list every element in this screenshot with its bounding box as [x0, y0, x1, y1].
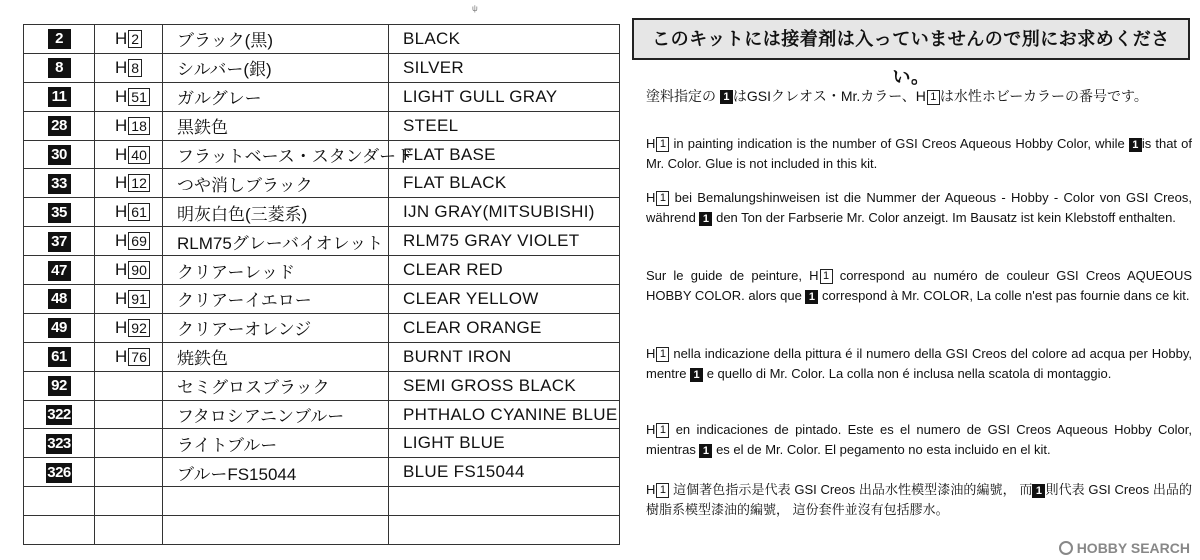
hobby-color-number: 92: [128, 319, 150, 337]
mr-color-number-cell: [24, 198, 95, 227]
text-segment: en indicaciones de pintado. Este es el numero de GSI Creos Aqueous Hobby Color, mientras: [646, 422, 1192, 457]
glue-notice-banner: このキットには接着剤は入っていませんので別にお求めください。: [632, 18, 1190, 60]
color-name-english: SEMI GROSS BLACK: [389, 371, 620, 400]
hobby-color-number-cell: [95, 82, 163, 111]
text-segment: 這個著色指示是代表 GSI Creos 出品水性模型漆油的編號， 而: [669, 482, 1033, 497]
color-name-japanese: ライトブルー: [163, 429, 389, 458]
text-segment: H: [646, 346, 656, 361]
mr-color-number-badge: 326: [47, 463, 71, 481]
color-name-english: BLACK: [389, 25, 620, 54]
watermark: [1059, 540, 1190, 556]
hobby-color-prefix: H: [115, 317, 128, 337]
hobby-color-box-icon: 1: [656, 423, 669, 438]
mr-color-square-icon: 1: [805, 290, 818, 304]
color-name-japanese: シルバー(銀): [163, 53, 389, 82]
text-segment: 塗料指定の: [646, 88, 720, 104]
hobby-color-number-cell: [95, 25, 163, 54]
color-name-english: LIGHT GULL GRAY: [389, 82, 620, 111]
color-name-japanese: クリアーイエロー: [163, 285, 389, 314]
hobby-color-number-cell: [95, 371, 163, 400]
mr-color-number-cell: [24, 342, 95, 371]
mr-color-number-badge: 323: [47, 434, 71, 452]
mr-color-number-cell: [24, 256, 95, 285]
paint-note-german: [646, 188, 1192, 228]
text-segment: e quello di Mr. Color. La colla non é inclusa nella scatola di montaggio.: [703, 366, 1112, 381]
text-segment: nella indicazione della pittura é il numero della GSI Creos del colore ad acqua per Hobby, mentre: [646, 346, 1192, 381]
hobby-color-number-cell: [95, 169, 163, 198]
watermark-text: HOBBY SEARCH: [1076, 540, 1190, 556]
paint-note-chinese: [646, 480, 1192, 520]
hobby-color-prefix: H: [115, 202, 128, 222]
mr-color-square-icon: 1: [1129, 138, 1142, 152]
mr-color-number-badge: 48: [48, 289, 71, 309]
mr-color-number-cell: [24, 458, 95, 487]
hobby-color-box-icon: 1: [656, 191, 669, 206]
hobby-color-number-cell: [95, 140, 163, 169]
table-row: [24, 285, 620, 314]
color-name-japanese: セミグロスブラック: [163, 371, 389, 400]
color-name-english: FLAT BASE: [389, 140, 620, 169]
text-segment: den Ton der Farbserie Mr. Color anzeigt. Im Bausatz ist kein Klebstoff enthalten.: [712, 210, 1176, 225]
color-name-japanese: ブラック(黒): [163, 25, 389, 54]
print-mark: ψ: [472, 4, 478, 13]
hobby-color-box-icon: 1: [656, 347, 669, 362]
color-name-english: FLAT BLACK: [389, 169, 620, 198]
table-row: [24, 487, 620, 516]
color-name-english: CLEAR RED: [389, 256, 620, 285]
hobby-color-number-cell: [95, 111, 163, 140]
table-row: [24, 429, 620, 458]
text-segment: correspond à Mr. COLOR, La colle n'est pas fournie dans ce kit.: [818, 288, 1190, 303]
mr-color-number-cell: [24, 82, 95, 111]
text-segment: H: [646, 136, 656, 151]
text-segment: は水性ホビーカラーの番号です。: [939, 88, 1148, 104]
table-row: [24, 371, 620, 400]
hobby-color-prefix: H: [115, 288, 128, 308]
color-name-japanese: フタロシアニンブルー: [163, 400, 389, 429]
hobby-color-prefix: H: [115, 115, 128, 135]
color-name-english: [389, 516, 620, 545]
mr-color-number-cell: [24, 111, 95, 140]
hobby-color-number: 40: [128, 146, 150, 164]
mr-color-number-cell: [24, 227, 95, 256]
mr-color-number-cell: [24, 169, 95, 198]
mr-color-number-cell: [24, 371, 95, 400]
hobby-color-prefix: H: [115, 28, 128, 48]
hobby-color-number-cell: [95, 227, 163, 256]
mr-color-number-badge: 33: [48, 174, 71, 194]
color-name-japanese: [163, 487, 389, 516]
mr-color-square-icon: 1: [720, 90, 733, 104]
text-segment: is that of Mr. Color. Glue is not included in this kit.: [646, 136, 1192, 171]
hobby-color-number-cell: [95, 487, 163, 516]
mr-color-number-badge: 2: [48, 29, 71, 49]
color-name-english: [389, 487, 620, 516]
mr-color-number-cell: [24, 140, 95, 169]
table-row: [24, 25, 620, 54]
table-row: [24, 400, 620, 429]
mr-color-number-badge: 11: [48, 87, 71, 107]
color-name-english: IJN GRAY(MITSUBISHI): [389, 198, 620, 227]
hobby-color-prefix: H: [115, 231, 128, 251]
color-name-japanese: 焼鉄色: [163, 342, 389, 371]
color-name-japanese: クリアーオレンジ: [163, 313, 389, 342]
color-name-japanese: フラットベース・スタンダード: [163, 140, 389, 169]
table-row: [24, 313, 620, 342]
color-name-japanese: 明灰白色(三菱系): [163, 198, 389, 227]
hobby-color-number-cell: [95, 313, 163, 342]
color-name-english: SILVER: [389, 53, 620, 82]
table-row: [24, 111, 620, 140]
hobby-color-number-cell: [95, 53, 163, 82]
hobby-search-logo-icon: [1059, 541, 1073, 555]
color-name-japanese: ガルグレー: [163, 82, 389, 111]
hobby-color-number-cell: [95, 198, 163, 227]
table-row: [24, 53, 620, 82]
mr-color-number-badge: 61: [48, 347, 71, 367]
color-name-english: CLEAR YELLOW: [389, 285, 620, 314]
table-row: [24, 256, 620, 285]
table-row: [24, 342, 620, 371]
hobby-color-prefix: H: [115, 144, 128, 164]
mr-color-number-badge: 47: [48, 261, 71, 281]
text-segment: H: [646, 482, 656, 497]
hobby-color-number: 61: [128, 203, 150, 221]
mr-color-number-cell: [24, 516, 95, 545]
hobby-color-box-icon: 1: [927, 90, 940, 105]
hobby-color-number-cell: [95, 256, 163, 285]
text-segment: es el de Mr. Color. El pegamento no esta incluido en el kit.: [712, 442, 1051, 457]
mr-color-square-icon: 1: [699, 212, 712, 226]
hobby-color-number-cell: [95, 285, 163, 314]
mr-color-number-cell: [24, 313, 95, 342]
hobby-color-number-cell: [95, 400, 163, 429]
table-row: [24, 458, 620, 487]
mr-color-number-cell: [24, 285, 95, 314]
mr-color-number-cell: [24, 487, 95, 516]
hobby-color-number: 51: [128, 88, 150, 106]
text-segment: H: [646, 422, 656, 437]
hobby-color-prefix: H: [115, 86, 128, 106]
color-name-japanese: RLM75グレーバイオレット: [163, 227, 389, 256]
paint-note-french: [646, 266, 1192, 306]
color-name-japanese: 黒鉄色: [163, 111, 389, 140]
mr-color-number-badge: 37: [48, 232, 71, 252]
color-name-english: BURNT IRON: [389, 342, 620, 371]
color-name-english: LIGHT BLUE: [389, 429, 620, 458]
hobby-color-prefix: H: [115, 57, 128, 77]
hobby-color-number: 12: [128, 174, 150, 192]
mr-color-square-icon: 1: [699, 444, 712, 458]
color-name-japanese: ブルーFS15044: [163, 458, 389, 487]
mr-color-number-cell: [24, 400, 95, 429]
color-name-english: PHTHALO CYANINE BLUE: [389, 400, 620, 429]
hobby-color-number: 90: [128, 261, 150, 279]
hobby-color-number: 91: [128, 290, 150, 308]
table-row: [24, 516, 620, 545]
text-segment: 則代表 GSI Creos 出品的樹脂系模型漆油的編號， 這份套件並沒有包括膠水。: [646, 482, 1192, 517]
table-row: [24, 198, 620, 227]
mr-color-number-badge: 28: [48, 116, 71, 136]
paint-note-spanish: [646, 420, 1192, 460]
table-row: [24, 227, 620, 256]
color-name-japanese: クリアーレッド: [163, 256, 389, 285]
hobby-color-number-cell: [95, 429, 163, 458]
hobby-color-number-cell: [95, 342, 163, 371]
table-row: [24, 140, 620, 169]
paint-note-japanese: [646, 86, 1192, 106]
paint-note-english: [646, 134, 1192, 174]
text-segment: はGSIクレオス・Mr.カラー、H: [732, 88, 926, 104]
mr-color-number-badge: 8: [48, 58, 71, 78]
hobby-color-box-icon: 1: [656, 137, 669, 152]
mr-color-number-cell: [24, 429, 95, 458]
hobby-color-prefix: H: [115, 173, 128, 193]
color-name-english: STEEL: [389, 111, 620, 140]
table-row: [24, 82, 620, 111]
color-name-japanese: つや消しブラック: [163, 169, 389, 198]
hobby-color-box-icon: 1: [656, 483, 669, 498]
hobby-color-number-cell: [95, 458, 163, 487]
paint-color-table: [23, 24, 620, 545]
text-segment: Sur le guide de peinture, H: [646, 268, 819, 283]
mr-color-number-badge: 30: [48, 145, 71, 165]
hobby-color-number-cell: [95, 516, 163, 545]
hobby-color-box-icon: 1: [820, 269, 833, 284]
mr-color-number-badge: 322: [47, 406, 71, 424]
mr-color-number-badge: 35: [48, 203, 71, 223]
color-name-english: BLUE FS15044: [389, 458, 620, 487]
text-segment: in painting indication is the number of GSI Creos Aqueous Hobby Color, while: [669, 136, 1129, 151]
hobby-color-number: 69: [128, 232, 150, 250]
mr-color-square-icon: 1: [1032, 484, 1045, 498]
mr-color-square-icon: 1: [690, 368, 703, 382]
text-segment: correspond au numéro de couleur GSI Creos AQUEOUS HOBBY COLOR. alors que: [646, 268, 1193, 303]
hobby-color-prefix: H: [115, 260, 128, 280]
color-name-english: CLEAR ORANGE: [389, 313, 620, 342]
text-segment: H: [646, 190, 656, 205]
mr-color-number-cell: [24, 25, 95, 54]
table-row: [24, 169, 620, 198]
hobby-color-number: 2: [128, 30, 142, 48]
color-name-japanese: [163, 516, 389, 545]
mr-color-number-badge: 92: [48, 376, 71, 396]
hobby-color-number: 8: [128, 59, 142, 77]
mr-color-number-badge: 49: [48, 318, 71, 338]
hobby-color-prefix: H: [115, 346, 128, 366]
hobby-color-number: 18: [128, 117, 150, 135]
paint-note-italian: [646, 344, 1192, 384]
mr-color-number-cell: [24, 53, 95, 82]
text-segment: bei Bemalungshinweisen ist die Nummer der Aqueous - Hobby - Color von GSI Creos, während: [646, 190, 1192, 225]
hobby-color-number: 76: [128, 348, 150, 366]
color-name-english: RLM75 GRAY VIOLET: [389, 227, 620, 256]
